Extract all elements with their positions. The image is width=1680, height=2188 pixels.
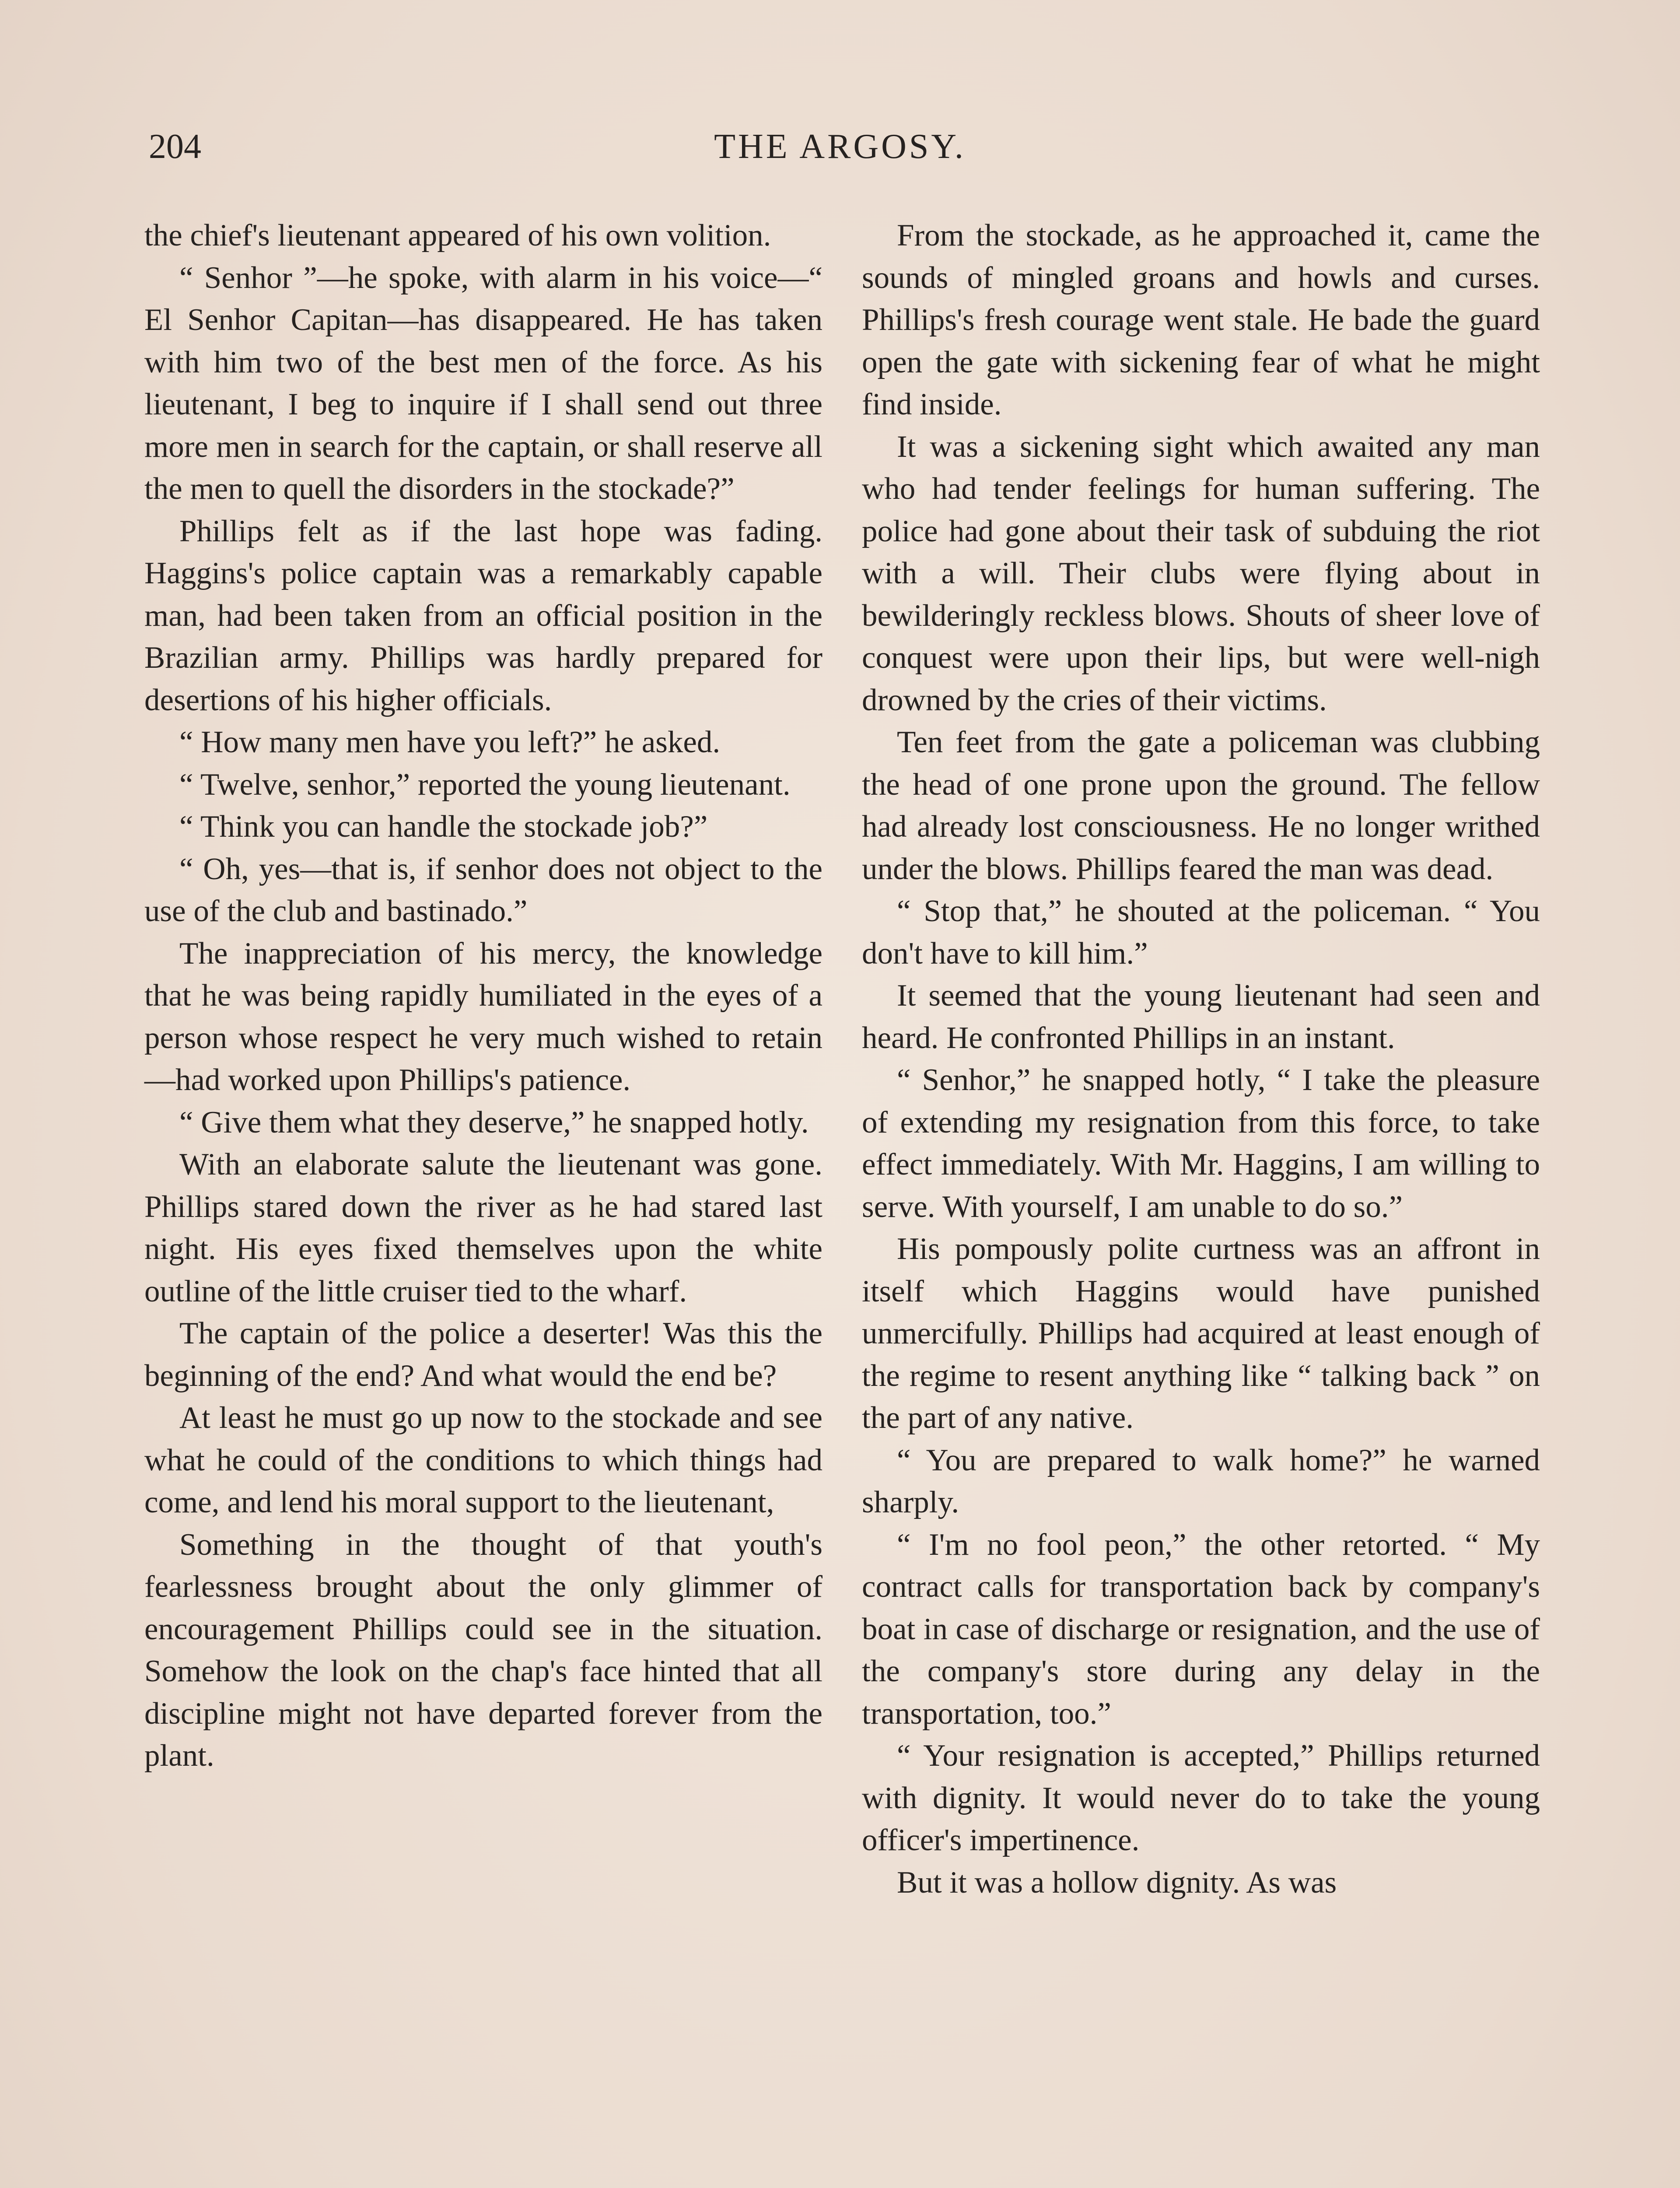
page-number: 204	[149, 127, 201, 166]
paragraph: “ Senhor,” he snapped hotly, “ I take the pleasure of extending my resignation from this force, to take effect immediately. With Mr. Haggins, I am willing to serve. With yourself, I am unable to do so.”	[862, 1063, 1540, 1224]
paragraph: the chief's lieutenant appeared of his own volition.	[144, 218, 771, 252]
paragraph: “ How many men have you left?” he asked.	[179, 725, 721, 759]
paragraph: His pompously polite curtness was an affront in itself which Haggins would have punished unmercifully. Phillips had acquired at least enough of the regime to resent anything like “ talking back ” on the part of any native.	[862, 1232, 1540, 1435]
paragraph: “ Twelve, senhor,” reported the young lieutenant.	[179, 767, 791, 802]
paragraph: But it was a hollow dignity. As was	[897, 1865, 1337, 1900]
paragraph: It seemed that the young lieutenant had seen and heard. He confronted Phillips in an instant.	[862, 978, 1540, 1055]
paragraph: Phillips felt as if the last hope was fading. Haggins's police captain was a remarkably capable man, had been taken from an official position in the Brazilian army. Phillips was hardly prepared for desertions of his higher officials.	[144, 514, 822, 717]
paragraph: Something in the thought of that youth's fearlessness brought about the only glimmer of encouragement Phillips could see in the situation. Somehow the look on the chap's face hinted that all discipline might not have departed forever from the plant.	[144, 1527, 822, 1773]
paragraph: “ You are prepared to walk home?” he warned sharply.	[862, 1443, 1540, 1519]
page-header	[140, 127, 1540, 188]
paragraph: “ Your resignation is accepted,” Phillips returned with dignity. It would never do to take the young officer's impertinence.	[862, 1739, 1540, 1857]
paragraph: “ Senhor ”—he spoke, with alarm in his voice—“ El Senhor Capitan—has disappeared. He has taken with him two of the best men of the force. As his lieutenant, I beg to inquire if I shall send out three more men in search for the captain, or shall reserve all the men to quell the disorders in the stockade?”	[144, 260, 822, 506]
paragraph: From the stockade, as he approached it, came the sounds of mingled groans and howls and curses. Phillips's fresh courage went stale. He bade the guard open the gate with sickening fear of what he might find inside.	[862, 218, 1540, 421]
paragraph: “ Give them what they deserve,” he snapped hotly.	[179, 1105, 809, 1140]
paragraph: Ten feet from the gate a policeman was clubbing the head of one prone upon the ground. The fellow had already lost consciousness. He no longer writhed under the blows. Phillips feared the man was dead.	[862, 725, 1540, 886]
right-column	[862, 214, 1540, 1904]
paragraph: With an elaborate salute the lieutenant was gone. Phillips stared down the river as he had stared last night. His eyes fixed themselves upon the white outline of the little cruiser tied to the wharf.	[144, 1147, 822, 1308]
running-title: THE ARGOSY.	[714, 127, 966, 166]
paragraph: The inappreciation of his mercy, the knowledge that he was being rapidly humiliated in the eyes of a person whose respect he very much wished to retain—had worked upon Phillips's patience.	[144, 936, 822, 1097]
paragraph: “ I'm no fool peon,” the other retorted. “ My contract calls for transportation back by company's boat in case of discharge or resignation, and the use of the company's store during any delay in the transportation, too.”	[862, 1527, 1540, 1731]
paragraph: The captain of the police a deserter! Was this the beginning of the end? And what would the end be?	[144, 1316, 822, 1393]
paragraph: “ Stop that,” he shouted at the policeman. “ You don't have to kill him.”	[862, 894, 1540, 971]
paragraph: It was a sickening sight which awaited any man who had tender feelings for human suffering. The police had gone about their task of subduing the riot with a will. Their clubs were flying about in bewilderingly reckless blows. Shouts of sheer love of conquest were upon their lips, but were well-nigh drowned by the cries of their victims.	[862, 429, 1540, 717]
paragraph: At least he must go up now to the stockade and see what he could of the conditions to which things had come, and lend his moral support to the lieutenant,	[144, 1401, 822, 1519]
paragraph: “ Oh, yes—that is, if senhor does not object to the use of the club and bastinado.”	[144, 852, 822, 928]
paragraph: “ Think you can handle the stockade job?”	[179, 810, 708, 844]
left-column	[144, 214, 822, 1777]
